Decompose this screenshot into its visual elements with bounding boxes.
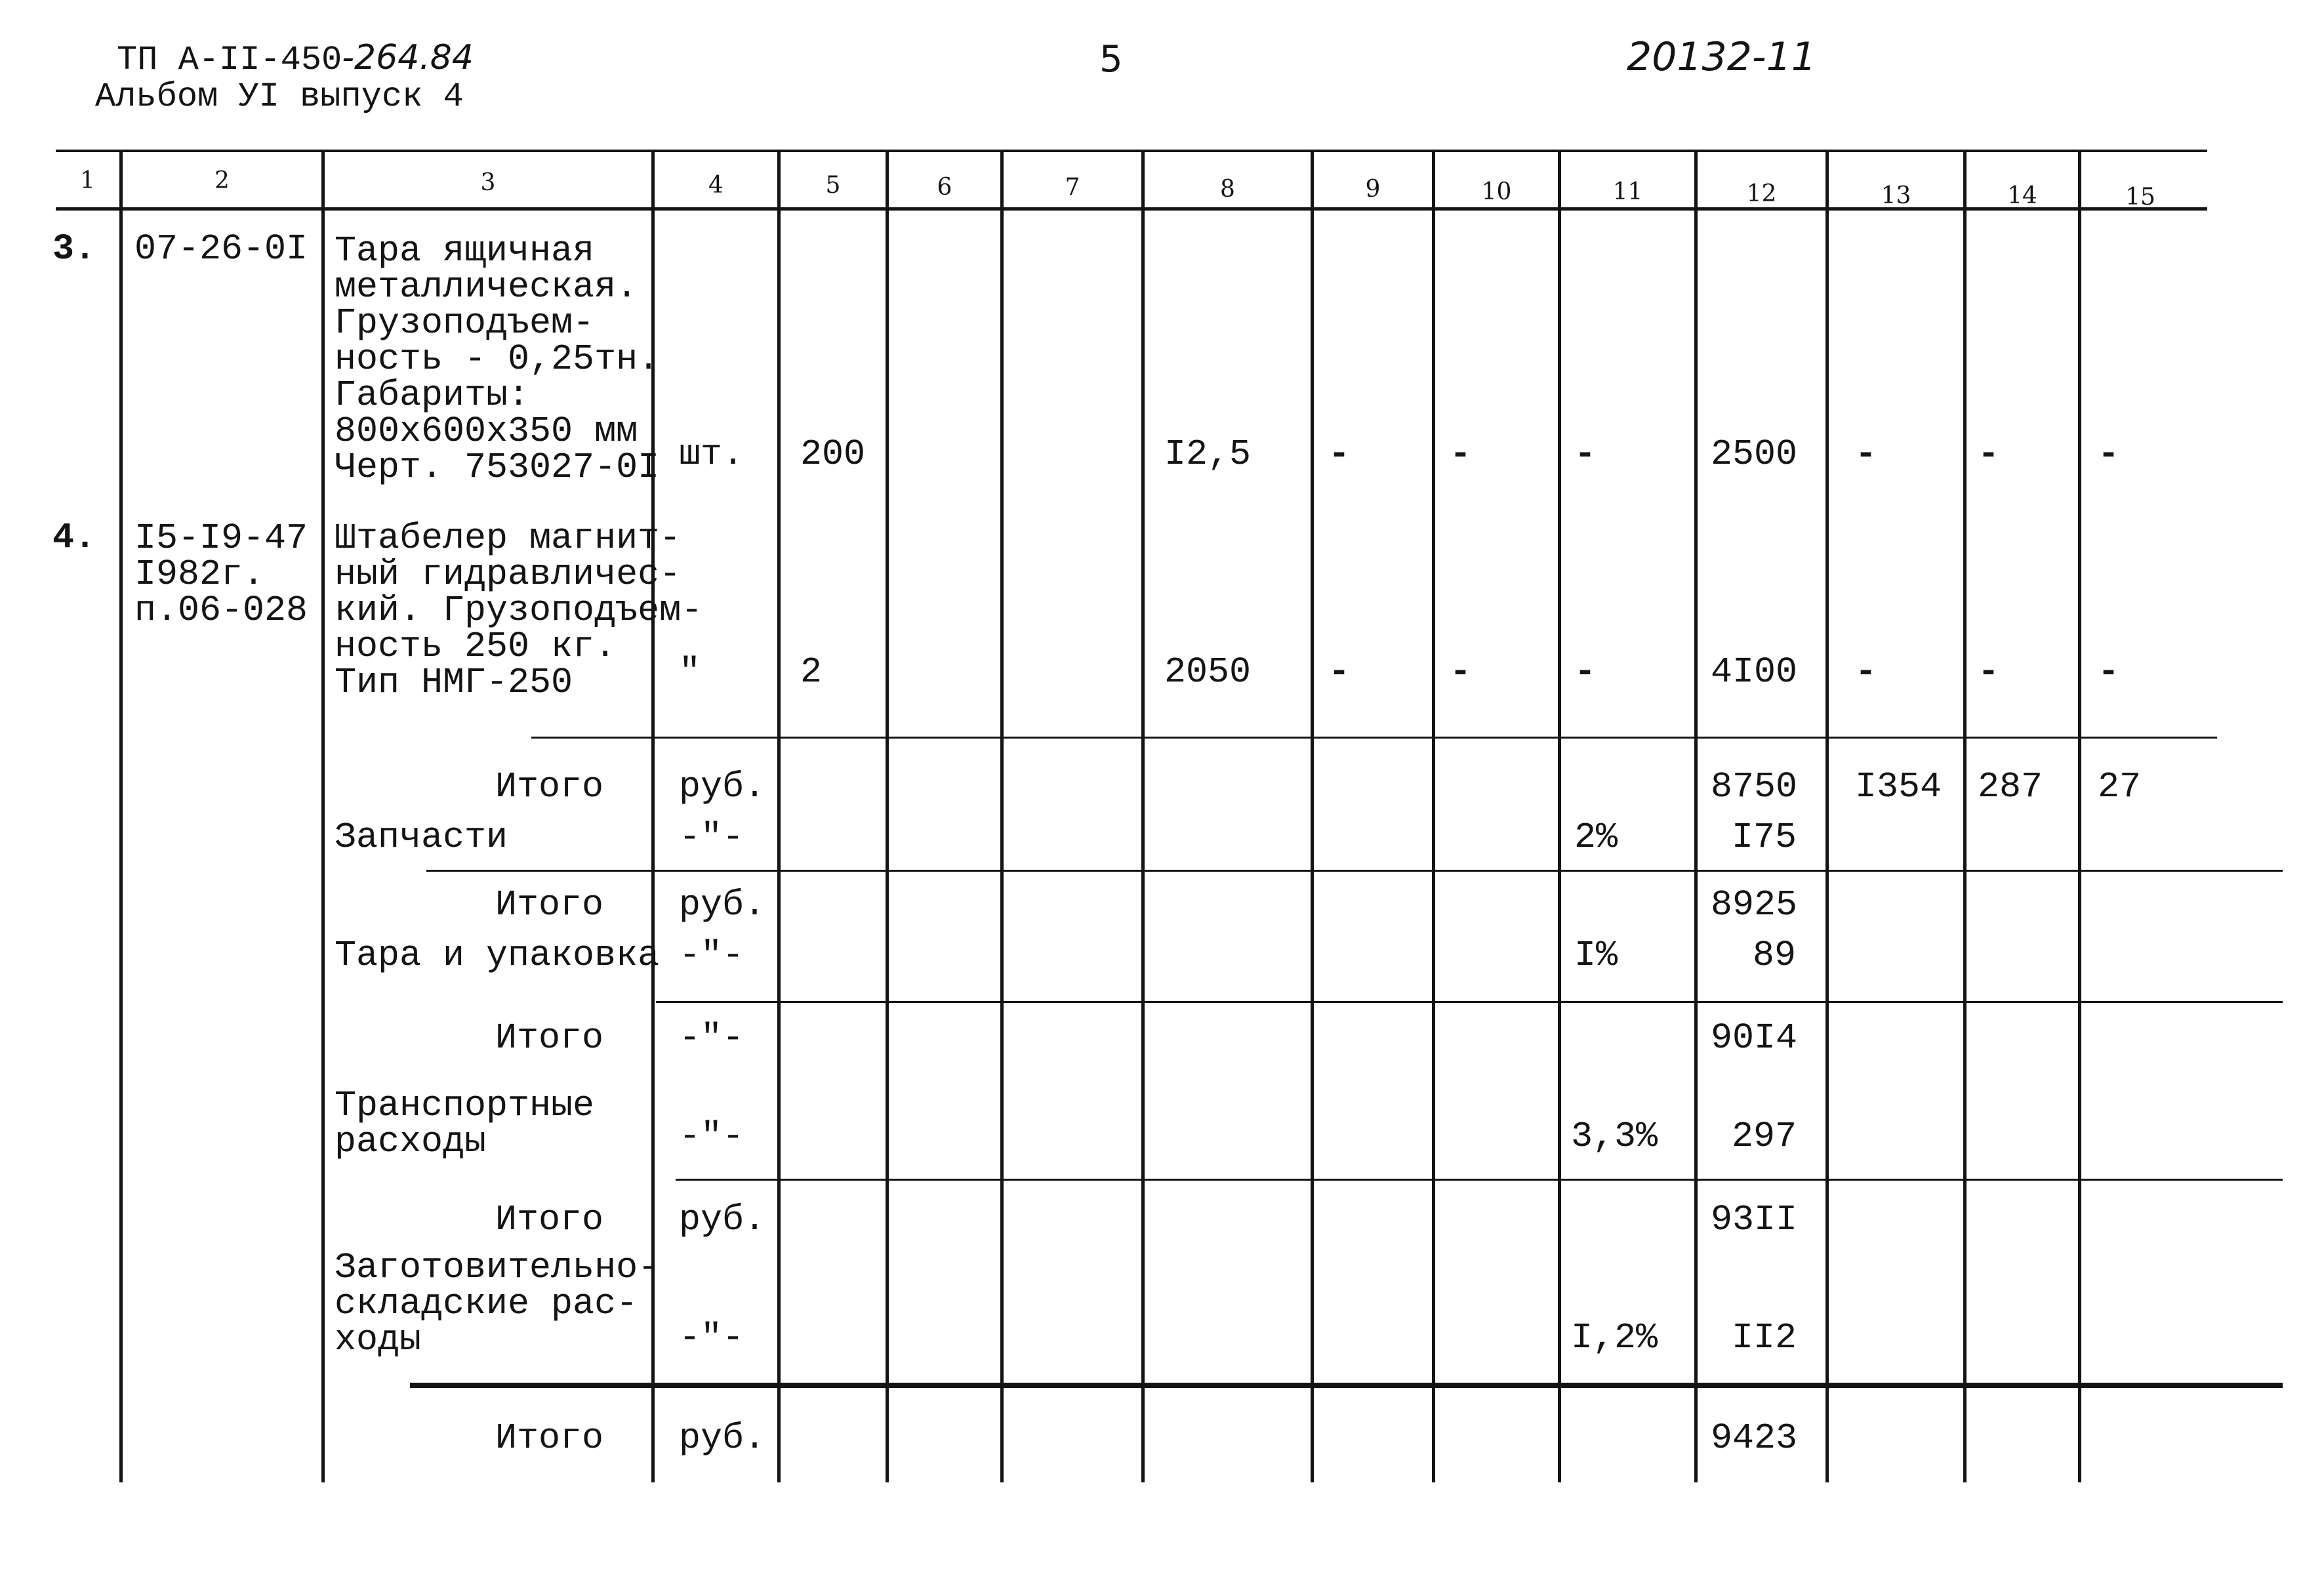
summary-percent: I%: [1574, 935, 1618, 976]
col-12-13-divider: [1825, 150, 1829, 1482]
column-number: 13: [1881, 182, 1911, 209]
column-number: 15: [2125, 184, 2155, 211]
total-cost: 4I00: [1711, 651, 1798, 693]
summary-label: Тара и упаковка: [335, 935, 660, 976]
unit-price: I2,5: [1164, 434, 1252, 475]
dash: -: [1450, 434, 1472, 475]
summary-unit: руб.: [679, 884, 766, 926]
dash: -: [1328, 434, 1351, 475]
unit: шт.: [679, 434, 744, 475]
summary-percent: 2%: [1574, 817, 1618, 858]
quantity: 2: [800, 651, 823, 693]
col-5-6-divider: [886, 150, 889, 1482]
summary-label: Итого: [495, 1017, 604, 1059]
summary-total: 297: [1732, 1116, 1797, 1157]
summary-col14: 287: [1978, 766, 2043, 807]
col-9-10-divider: [1432, 150, 1435, 1482]
dash: -: [1450, 651, 1472, 693]
summary-unit: -"-: [679, 1116, 744, 1157]
summary-total: II2: [1732, 1317, 1797, 1358]
col-2-3-divider: [321, 150, 325, 1482]
unit-price: 2050: [1164, 651, 1252, 693]
summary-label: Заготовительно- складские рас- ходы: [335, 1247, 660, 1360]
summary-label: Итого: [495, 766, 604, 807]
final-total-rule: [410, 1383, 2283, 1388]
dash: -: [1328, 651, 1351, 693]
item-description: Штабелер магнит- ный гидравличес- кий. Грузоподъем- ность 250 кг. Тип НМГ-250: [335, 518, 703, 703]
summary-total: 9423: [1711, 1417, 1798, 1459]
column-number: 7: [1065, 174, 1080, 201]
summary-percent: 3,3%: [1571, 1116, 1658, 1157]
summary-col15: 27: [2098, 766, 2142, 807]
summary-percent: I,2%: [1571, 1317, 1658, 1358]
column-number: 9: [1365, 176, 1381, 203]
dash: -: [1574, 651, 1597, 693]
column-number: 8: [1220, 176, 1235, 203]
summary-label: Итого: [495, 1199, 604, 1240]
column-number: 10: [1481, 178, 1512, 205]
summary-label: Итого: [495, 884, 604, 926]
col-4-5-divider: [777, 150, 781, 1482]
summary-total: 93II: [1711, 1199, 1798, 1240]
summary-label: Транспортные расходы: [335, 1085, 595, 1162]
summary-label: Итого: [495, 1417, 604, 1459]
column-number: 14: [2007, 182, 2037, 209]
summary-total: 90I4: [1711, 1017, 1798, 1059]
col-14-15-divider: [2078, 150, 2081, 1482]
column-number: 11: [1612, 178, 1643, 205]
document-code-printed: ТП А-II-450: [117, 41, 342, 79]
column-number: 2: [214, 167, 230, 194]
subtotal-rule-4: [676, 1179, 2283, 1181]
summary-total: 89: [1753, 935, 1797, 976]
column-number: 1: [80, 167, 95, 194]
unit: ": [679, 651, 701, 693]
dash: -: [1574, 434, 1597, 475]
row-number: 3.: [52, 228, 96, 270]
album-issue: Альбом УI выпуск 4: [95, 77, 464, 116]
column-number: 3: [480, 169, 496, 196]
summary-unit: руб.: [679, 1417, 766, 1459]
summary-unit: -"-: [679, 817, 744, 858]
summary-unit: -"-: [679, 935, 744, 976]
column-number: 4: [708, 172, 724, 199]
row-number: 4.: [52, 517, 96, 558]
item-code: 07-26-0I: [134, 228, 308, 270]
col-10-11-divider: [1558, 150, 1561, 1482]
column-number: 12: [1746, 180, 1777, 207]
column-number: 5: [825, 172, 841, 199]
summary-unit: -"-: [679, 1017, 744, 1059]
dash: -: [1855, 651, 1877, 693]
summary-total: 8925: [1711, 884, 1798, 926]
col-7-8-divider: [1141, 150, 1145, 1482]
subtotal-rule-2: [426, 870, 2283, 872]
dash: -: [1978, 434, 2000, 475]
summary-total: I75: [1732, 817, 1797, 858]
total-cost: 2500: [1711, 434, 1798, 475]
summary-unit: -"-: [679, 1317, 744, 1358]
dash: -: [1978, 651, 2000, 693]
document-number: 20132-11: [1627, 34, 1816, 80]
dash: -: [2098, 434, 2120, 475]
summary-total: 8750: [1711, 766, 1798, 807]
subtotal-rule-3: [656, 1001, 2283, 1003]
summary-unit: руб.: [679, 1199, 766, 1240]
col-13-14-divider: [1963, 150, 1967, 1482]
summary-col13: I354: [1855, 766, 1942, 807]
col-11-12-divider: [1694, 150, 1698, 1482]
col-6-7-divider: [1000, 150, 1004, 1482]
summary-label: Запчасти: [335, 817, 508, 858]
item-code: I5-I9-47 I982г. п.06-028: [134, 518, 308, 631]
col-8-9-divider: [1311, 150, 1314, 1482]
quantity: 200: [800, 434, 866, 475]
col-1-2-divider: [119, 150, 123, 1482]
table-top-rule: [56, 150, 2207, 152]
page-number: 5: [1099, 38, 1123, 81]
document-code-handwritten: -264.84: [342, 38, 474, 77]
item-description: Тара ящичная металлическая. Грузоподъем- ность - 0,25тн. Габариты: 800х600х350 мм Черт. 753027-0I: [335, 230, 660, 488]
dash: -: [2098, 651, 2120, 693]
document-code: [117, 38, 474, 80]
summary-unit: руб.: [679, 766, 766, 807]
column-number: 6: [937, 174, 952, 201]
dash: -: [1855, 434, 1877, 475]
